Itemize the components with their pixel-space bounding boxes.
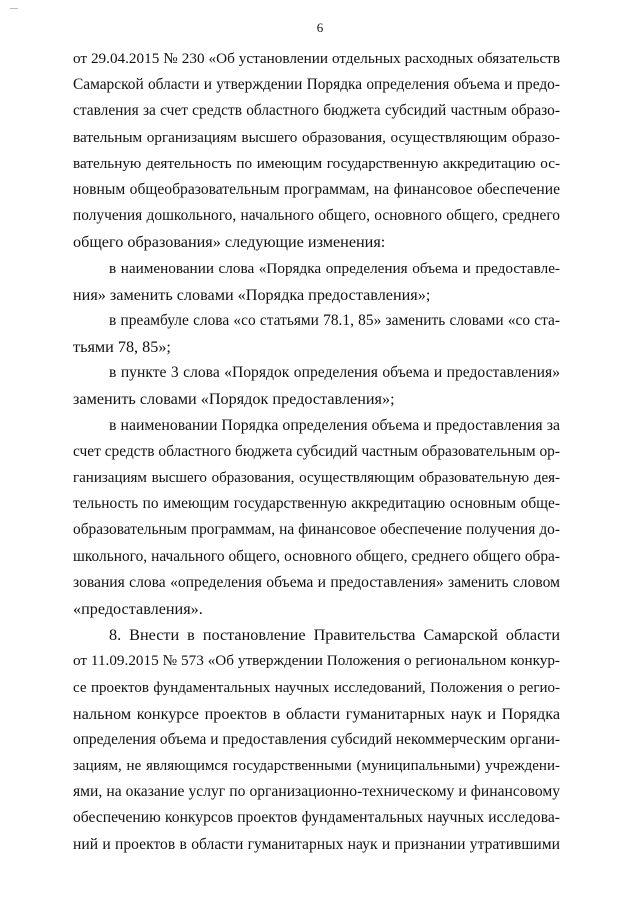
text-line: общего образования» следующие изменения: — [73, 233, 386, 252]
text-line: в наименовании Порядка определения объема и предоставления за — [109, 416, 560, 434]
text-line: новным общеобразовательным программам, на финансовое обеспечение — [73, 180, 560, 198]
text-line: ставления за счет средств областного бюджета субсидий частным образо- — [73, 102, 560, 120]
text-line: тьями 78, 85»; — [73, 338, 171, 357]
text-line: Самарской области и утверждении Порядка определения объема и предо- — [73, 76, 560, 94]
text-line: вательную деятельность по имеющим государственную аккредитацию ос- — [73, 154, 560, 172]
text-line: в преамбуле слова «со статьями 78.1, 85» заменить словами «со ста- — [109, 311, 560, 329]
text-line: зования слова «определения объема и предоставления» заменить словом — [73, 573, 560, 591]
text-line: от 29.04.2015 № 230 «Об установлении отдельных расходных обязательств — [73, 50, 560, 67]
text-line: се проектов фундаментальных научных исследований, Положения о регио- — [73, 679, 560, 696]
text-line: ний и проектов в области гуманитарных наук и признании утратившими — [73, 835, 560, 853]
text-line: ями, на оказание услуг по организационно-техническому и финансовому — [73, 783, 560, 801]
text-line: нальном конкурсе проектов в области гуманитарных наук и Порядка — [73, 704, 560, 723]
document-body — [73, 46, 560, 858]
text-line: в наименовании слова «Порядка определения объема и предоставле- — [109, 259, 560, 277]
text-line: от 11.09.2015 № 573 «Об утверждении Положения о региональном конкур- — [73, 652, 560, 670]
text-line: школьного, начального общего, основного общего, среднего общего обра- — [73, 547, 560, 565]
text-line: ганизациям высшего образования, осуществляющим образовательную дея- — [73, 470, 560, 486]
text-line: «предоставления». — [73, 599, 203, 618]
text-line: зациям, не являющимся государственными (муниципальными) учреждени- — [73, 758, 560, 775]
scan-artifact — [10, 8, 18, 9]
text-line: тельность по имеющим государственную аккредитацию основным обще- — [73, 495, 560, 513]
text-line: вательным организациям высшего образования, осуществляющим образо- — [73, 128, 560, 146]
text-line: счет средств областного бюджета субсидий частным образовательным ор- — [73, 442, 560, 460]
text-line: заменить словами «Порядок предоставления»; — [73, 390, 395, 409]
text-line: определения объема и предоставления субсидий некоммерческим органи- — [73, 730, 560, 748]
text-line: 8. Внести в постановление Правительства Самарской области — [109, 626, 560, 645]
text-line: ния» заменить словами «Порядка предоставления»; — [73, 285, 431, 304]
text-line: в пункте 3 слова «Порядок определения объема и предоставления» — [109, 364, 560, 382]
text-line: получения дошкольного, начального общего, основного общего, среднего — [73, 207, 560, 225]
text-line: обеспечению конкурсов проектов фундаментальных научных исследова- — [73, 809, 560, 827]
text-line: образовательным программам, на финансовое обеспечение получения до- — [73, 521, 560, 539]
page-number: 6 — [316, 20, 324, 35]
